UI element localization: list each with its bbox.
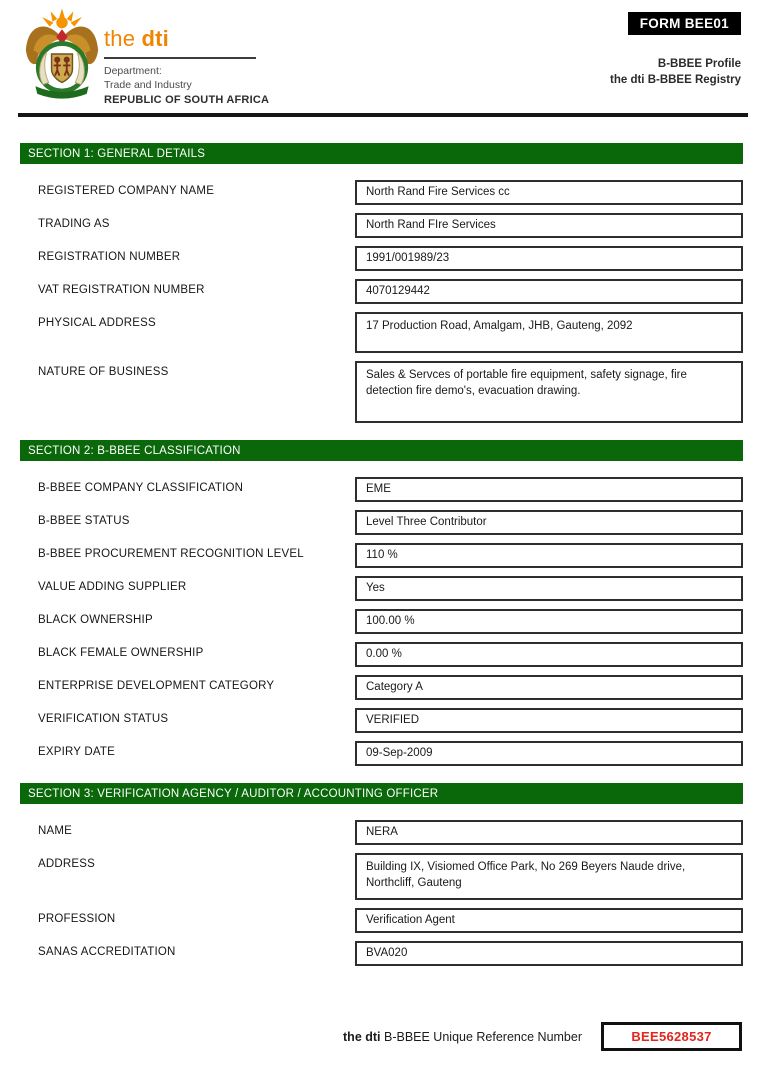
field-label: REGISTERED COMPANY NAME [38,185,215,197]
field-label: TRADING AS [38,218,110,230]
field-value: 09-Sep-2009 [366,747,433,760]
department-line1: Department: [104,65,162,77]
department-line2: Trade and Industry [104,78,192,91]
field-value-box [355,312,743,353]
profile-line1: B-BBEE Profile [657,58,741,70]
section-body [20,461,743,783]
field-value-box [355,609,743,634]
reference-label [343,1030,582,1044]
field-value: 100.00 % [366,615,415,628]
field-label: VAT REGISTRATION NUMBER [38,284,205,296]
field-label: VALUE ADDING SUPPLIER [38,581,187,593]
field-value: BVA020 [366,947,408,960]
brand-underline [104,57,256,59]
brand-block [104,26,269,107]
field-value: Sales & Servces of portable fire equipment, safety signage, fire detection fire demo's, evacuation drawing. [366,369,687,398]
reference-label-rest: B-BBEE Unique Reference Number [380,1029,582,1044]
field-value: 0.00 % [366,648,402,661]
field-label: BLACK OWNERSHIP [38,614,153,626]
field-row [38,708,743,733]
field-row [38,941,743,966]
field-row [38,279,743,304]
department-lines [104,65,269,107]
field-row [38,642,743,667]
field-label: BLACK FEMALE OWNERSHIP [38,647,204,659]
field-row [38,246,743,271]
field-row [38,312,743,353]
section-body [20,164,743,440]
field-row [38,180,743,205]
header-right [610,12,741,88]
field-value-box [355,708,743,733]
field-value: 110 % [366,549,398,562]
section-header: SECTION 1: GENERAL DETAILS [20,143,743,164]
field-value-box [355,675,743,700]
department-line3: REPUBLIC OF SOUTH AFRICA [104,93,270,106]
brand-the: the [104,26,142,51]
field-label: SANAS ACCREDITATION [38,946,176,958]
section-header: SECTION 3: VERIFICATION AGENCY / AUDITOR / ACCOUNTING OFFICER [20,783,743,804]
field-value-box [355,576,743,601]
field-row [38,853,743,900]
brand-dti: dti [141,26,169,51]
field-row [38,741,743,766]
field-label: REGISTRATION NUMBER [38,251,181,263]
reference-number-box [601,1022,742,1051]
field-value-box [355,941,743,966]
field-label: VERIFICATION STATUS [38,713,169,725]
field-label: PROFESSION [38,913,116,925]
reference-number: BEE5628537 [631,1029,712,1044]
field-row [38,361,743,423]
field-row [38,477,743,502]
field-value: Category A [366,681,423,694]
form-badge: FORM BEE01 [628,12,741,35]
field-label: PHYSICAL ADDRESS [38,317,156,329]
field-value: Level Three Contributor [366,516,487,529]
field-value-box [355,180,743,205]
field-row [38,510,743,535]
field-value-box [355,820,743,845]
brand-name [104,26,269,52]
field-label: ADDRESS [38,858,95,870]
field-value: VERIFIED [366,714,420,727]
form-sections [20,143,743,983]
field-label: B-BBEE PROCUREMENT RECOGNITION LEVEL [38,548,304,560]
field-row [38,675,743,700]
field-row [38,576,743,601]
form-section [20,440,743,783]
field-value: NERA [366,826,398,839]
field-value: Building IX, Visiomed Office Park, No 269 Beyers Naude drive, Northcliff, Gauteng [366,861,686,890]
field-value-box [355,213,743,238]
field-row [38,908,743,933]
field-value-box [355,510,743,535]
field-label: EXPIRY DATE [38,746,115,758]
field-value-box [355,543,743,568]
section-body [20,804,743,983]
form-section [20,783,743,983]
header-divider [18,113,748,117]
field-label: B-BBEE STATUS [38,515,130,527]
field-value-box [355,908,743,933]
field-value-box [355,477,743,502]
field-value-box [355,361,743,423]
section-header: SECTION 2: B-BBEE CLASSIFICATION [20,440,743,461]
field-label: NATURE OF BUSINESS [38,366,169,378]
field-value: 1991/001989/23 [366,252,450,265]
field-label: B-BBEE COMPANY CLASSIFICATION [38,482,244,494]
field-value-box [355,279,743,304]
field-row [38,213,743,238]
reference-label-bold: the dti [343,1029,381,1044]
field-row [38,543,743,568]
field-value: EME [366,483,391,496]
document-header [0,0,768,113]
field-label: ENTERPRISE DEVELOPMENT CATEGORY [38,680,275,692]
field-value-box [355,246,743,271]
field-value-box [355,642,743,667]
field-value: North Rand Fire Services cc [366,186,510,199]
document-footer [343,1022,742,1051]
field-value: Verification Agent [366,914,455,927]
field-label: NAME [38,825,73,837]
field-value-box [355,741,743,766]
field-value-box [355,853,743,900]
field-value: 4070129442 [366,285,430,298]
profile-lines [610,56,741,88]
field-value: North Rand FIre Services [366,219,496,232]
field-row [38,609,743,634]
field-value: 17 Production Road, Amalgam, JHB, Gauteng, 2092 [366,320,633,332]
coat-of-arms-logo [24,8,100,100]
form-section [20,143,743,440]
field-row [38,820,743,845]
field-value: Yes [366,582,385,595]
profile-line2: the dti B-BBEE Registry [610,74,741,87]
